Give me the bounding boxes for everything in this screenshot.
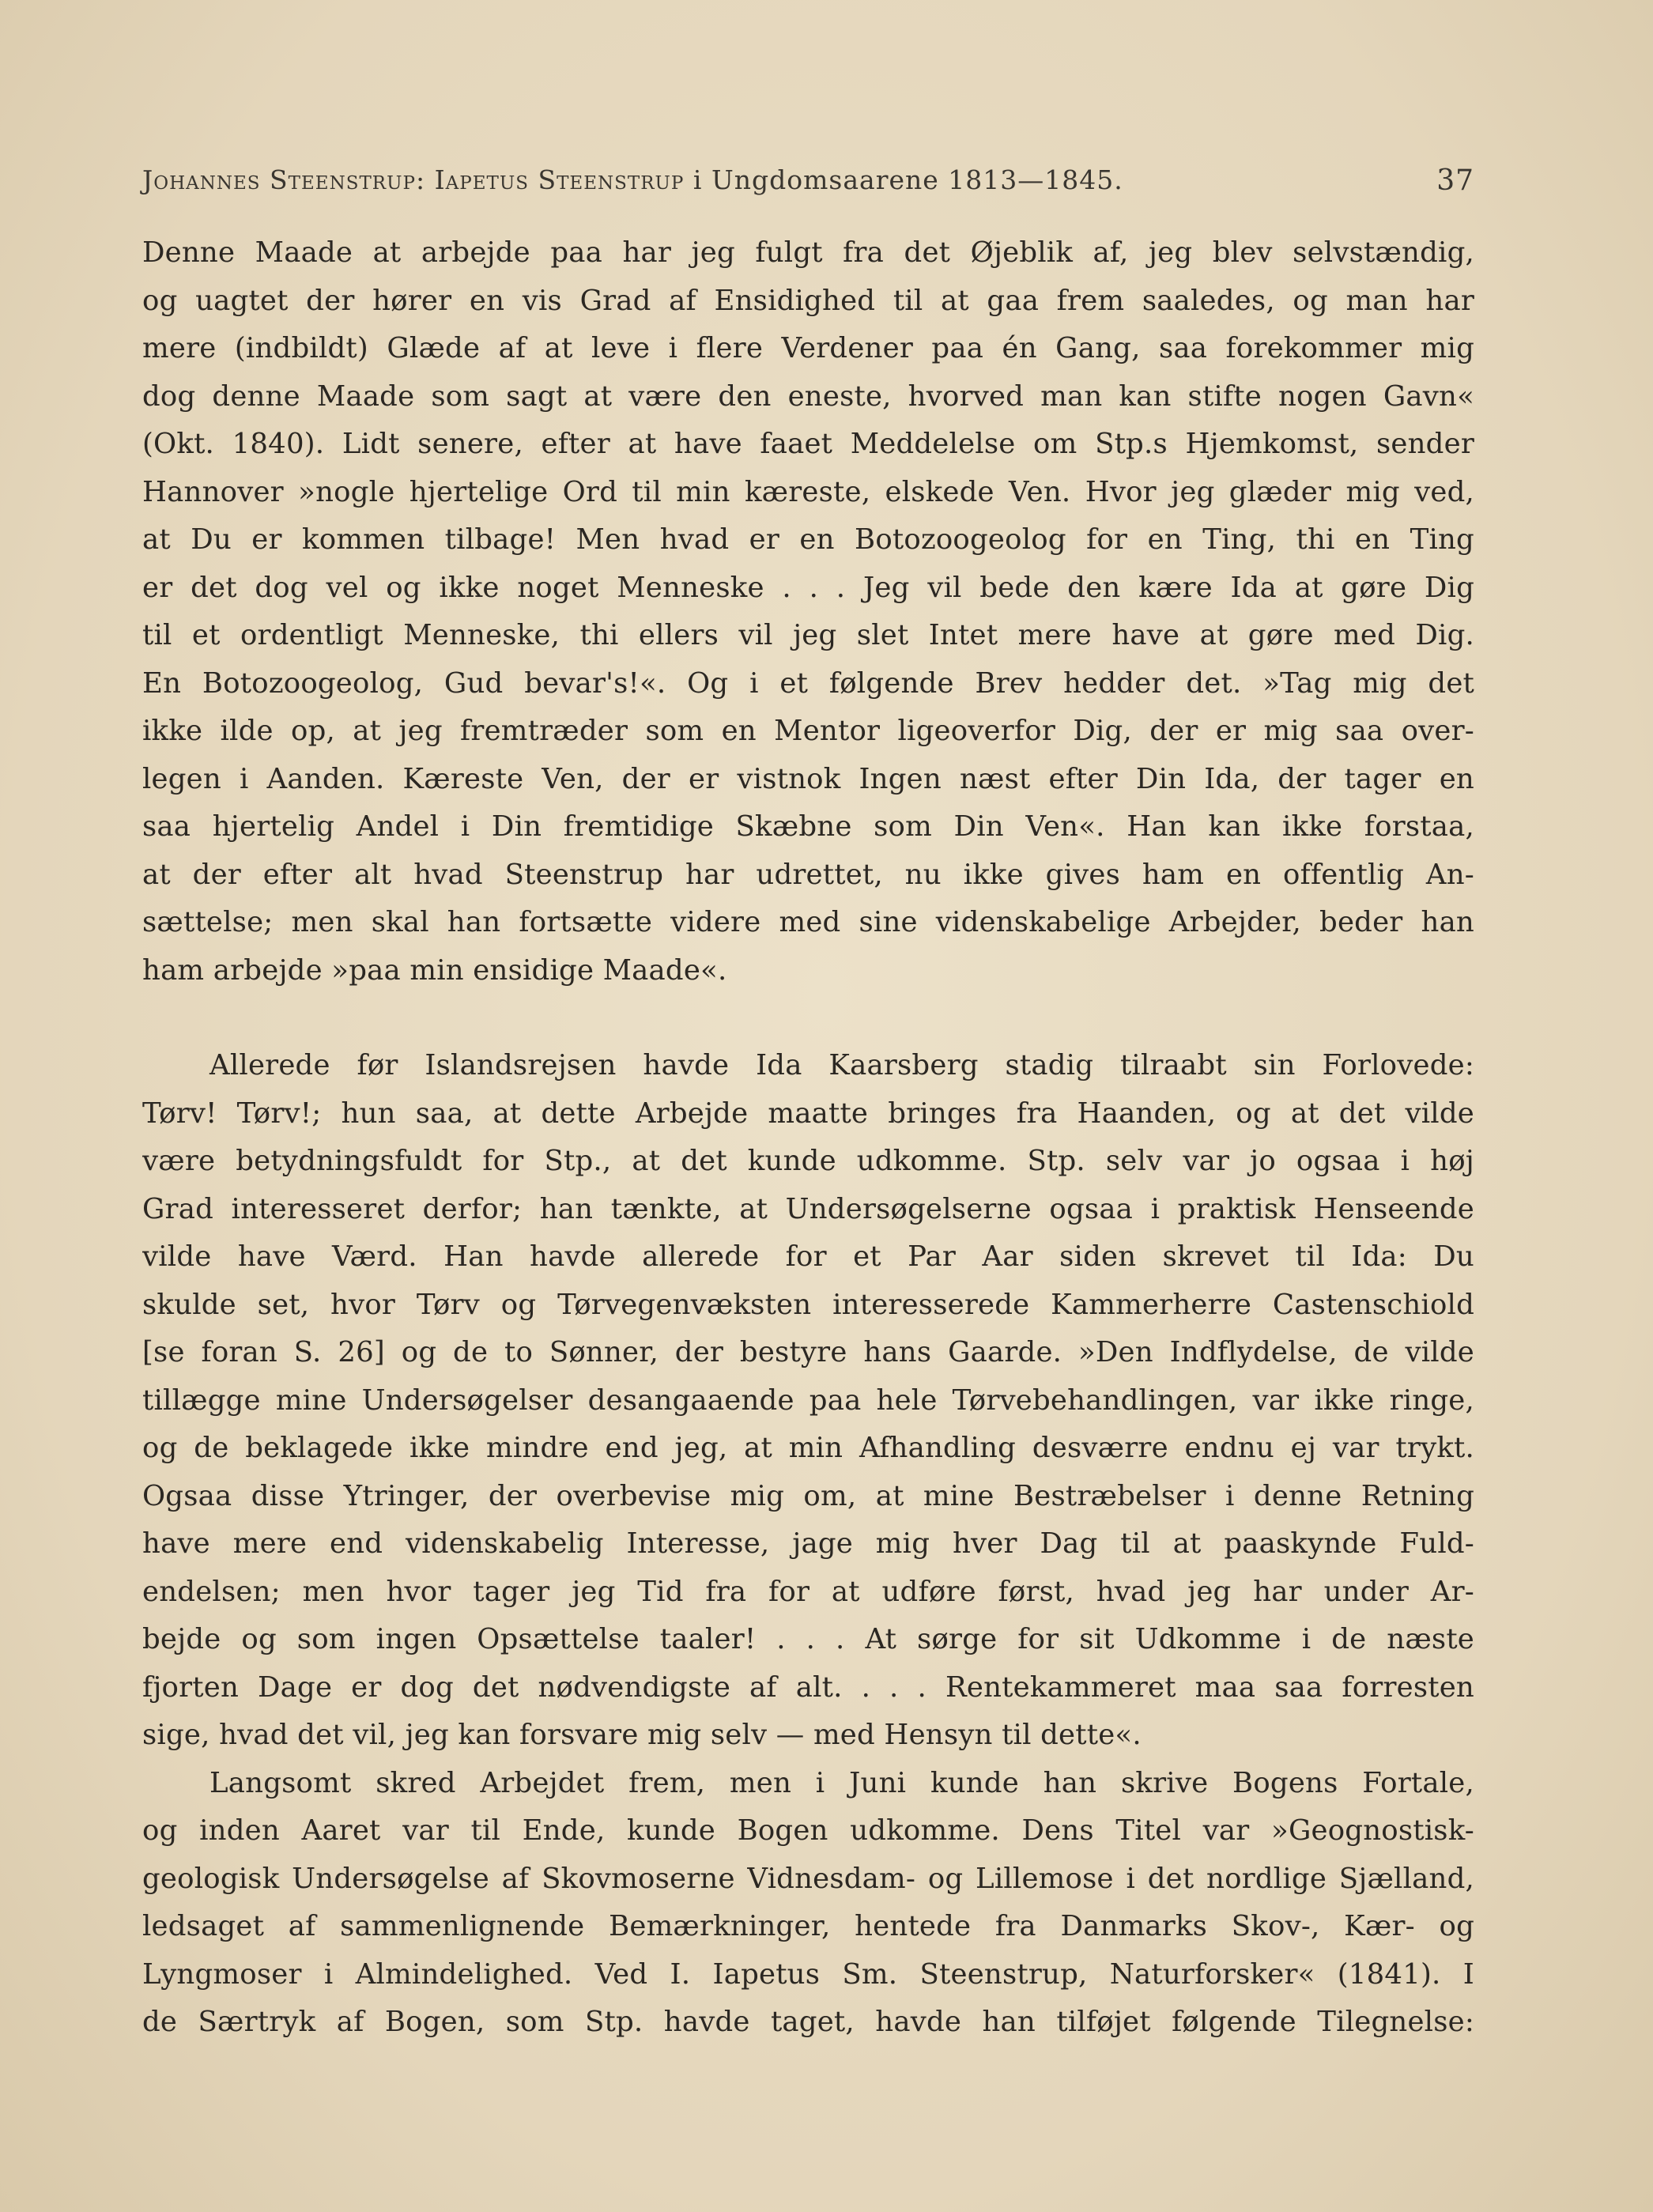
text-line: og inden Aaret var til Ende, kunde Bogen udkomme. Dens Titel var »Geognostisk- [142,1814,1474,1847]
running-header [142,164,1474,195]
paragraph [142,229,1474,995]
page-number: 37 [1436,164,1474,197]
text-line: Ogsaa disse Ytringer, der overbevise mig om, at mine Bestræbelser i denne Retning [142,1479,1474,1512]
text-line: at der efter alt hvad Steenstrup har udrettet, nu ikke gives ham en offentlig An- [142,858,1474,891]
paragraph [142,1042,1474,1760]
text-line: være betydningsfuldt for Stp., at det kunde udkomme. Stp. selv var jo ogsaa i høj [142,1145,1474,1177]
text-line: have mere end videnskabelig Interesse, jage mig hver Dag til at paaskynde Fuld- [142,1527,1474,1560]
body-text [142,229,1474,2047]
text-line: endelsen; men hvor tager jeg Tid fra for at udføre først, hvad jeg har under Ar- [142,1575,1474,1608]
text-line: En Botozoogeolog, Gud bevar's!«. Og i et følgende Brev hedder det. »Tag mig det [142,666,1474,700]
text-line: og de beklagede ikke mindre end jeg, at min Afhandling desværre endnu ej var trykt. [142,1432,1474,1464]
text-line: [se foran S. 26] og de to Sønner, der bestyre hans Gaarde. »Den Indflydelse, de vilde [142,1336,1474,1368]
text-line: Denne Maade at arbejde paa har jeg fulgt fra det Øjeblik af, jeg blev selvstændig, [142,236,1474,269]
text-line: legen i Aanden. Kæreste Ven, der er vistnok Ingen næst efter Din Ida, der tager en [142,762,1474,795]
text-line: ham arbejde »paa min ensidige Maade«. [142,953,727,987]
text-line: Hannover »nogle hjertelige Ord til min kæreste, elskede Ven. Hvor jeg glæder mig ved, [142,475,1474,508]
paragraph [142,1760,1474,2047]
paragraph-gap [142,995,1474,1042]
header-title-rest: i Ungdomsaarene 1813—1845. [693,164,1123,195]
header-subject: Iapetus Steenstrup [434,164,685,195]
text-line: fjorten Dage er dog det nødvendigste af alt. . . . Rentekammeret maa saa forresten [142,1670,1474,1704]
text-line: Grad interesseret derfor; han tænkte, at Undersøgelserne ogsaa i praktisk Henseende [142,1192,1474,1225]
text-line: skulde set, hvor Tørv og Tørvegenvæksten interesserede Kammerherre Castenschiold [142,1288,1474,1321]
text-line: er det dog vel og ikke noget Menneske . . . Jeg vil bede den kære Ida at gøre Dig [142,571,1474,604]
text-line: Langsomt skred Arbejdet frem, men i Juni kunde han skrive Bogens Fortale, [209,1766,1474,1799]
text-line: geologisk Undersøgelse af Skovmoserne Vidnesdam- og Lillemose i det nordlige Sjælland, [142,1862,1474,1895]
text-line: sættelse; men skal han fortsætte videre med sine videnskabelige Arbejder, beder han [142,906,1474,938]
text-line: Tørv! Tørv!; hun saa, at dette Arbejde maatte bringes fra Haanden, og at det vilde [142,1097,1474,1130]
text-line: ikke ilde op, at jeg fremtræder som en Mentor ligeoverfor Dig, der er mig saa over- [142,715,1474,747]
text-line: sige, hvad det vil, jeg kan forsvare mig selv — med Hensyn til dette«. [142,1719,1142,1751]
text-line: de Særtryk af Bogen, som Stp. havde taget, havde han tilføjet følgende Tilegnelse: [142,2006,1474,2038]
text-line: bejde og som ingen Opsættelse taaler! . . . At sørge for sit Udkomme i de næste [142,1623,1474,1655]
header-author: Johannes Steenstrup: [142,164,426,195]
text-line: (Okt. 1840). Lidt senere, efter at have faaet Meddelelse om Stp.s Hjemkomst, sender [142,428,1474,460]
text-line: og uagtet der hører en vis Grad af Ensidighed til at gaa frem saaledes, og man har [142,284,1474,317]
text-line: vilde have Værd. Han havde allerede for et Par Aar siden skrevet til Ida: Du [142,1240,1474,1273]
text-line: saa hjertelig Andel i Din fremtidige Skæbne som Din Ven«. Han kan ikke forstaa, [142,810,1474,843]
text-line: Lyngmoser i Almindelighed. Ved I. Iapetus Sm. Steenstrup, Naturforsker« (1841). I [142,1957,1474,1991]
text-line: at Du er kommen tilbage! Men hvad er en Botozoogeolog for en Ting, thi en Ting [142,523,1474,556]
text-line: til et ordentligt Menneske, thi ellers vil jeg slet Intet mere have at gøre med Dig. [142,619,1474,651]
text-line: ledsaget af sammenlignende Bemærkninger, hentede fra Danmarks Skov-, Kær- og [142,1910,1474,1942]
text-line: tillægge mine Undersøgelser desangaaende paa hele Tørvebehandlingen, var ikke ringe, [142,1383,1474,1417]
text-line: dog denne Maade som sagt at være den eneste, hvorved man kan stifte nogen Gavn« [142,379,1474,413]
text-line: Allerede før Islandsrejsen havde Ida Kaarsberg stadig tilraabt sin Forlovede: [209,1049,1474,1081]
text-line: mere (indbildt) Glæde af at leve i flere Verdener paa én Gang, saa forekommer mig [142,332,1474,364]
